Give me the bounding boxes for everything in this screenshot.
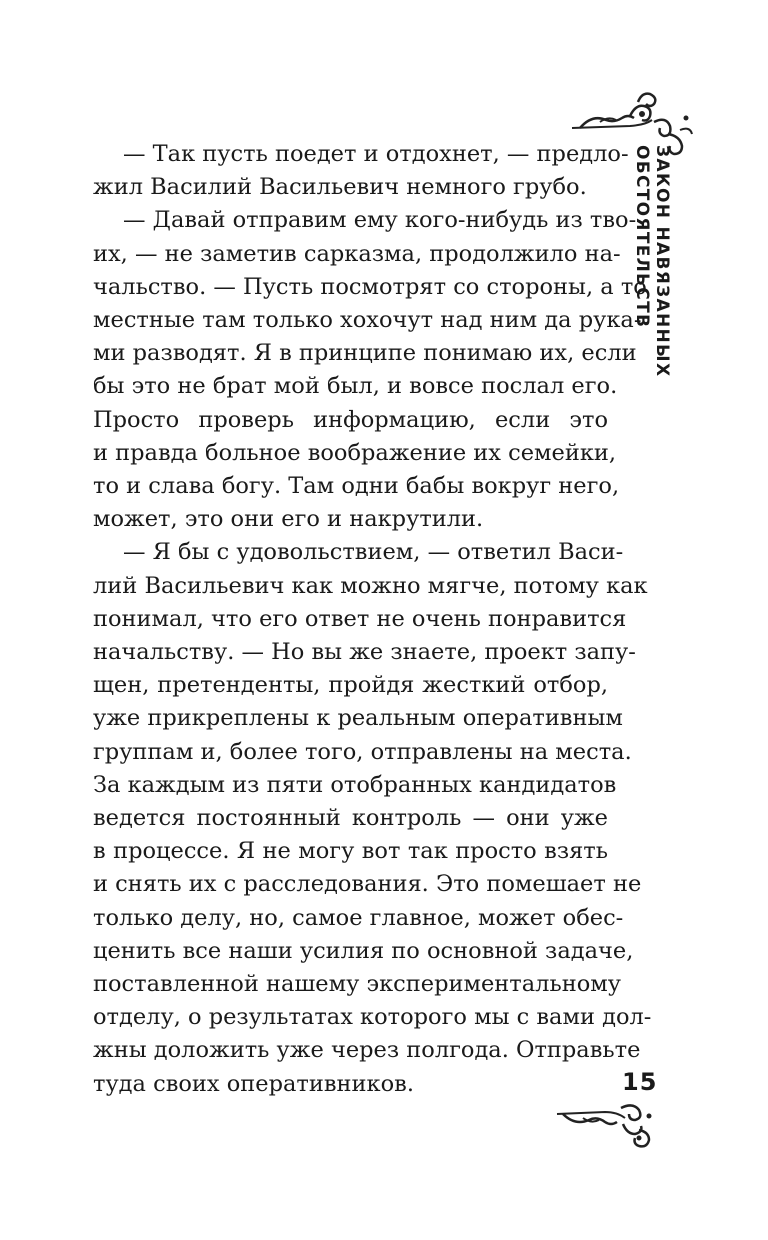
text-line: их, — не заметив сарказма, продолжило на-: [93, 240, 621, 267]
text-line: — Давай отправим ему кого-нибудь из тво-: [123, 207, 637, 234]
text-line: бы это не брат мой был, и вовсе послал его.: [93, 373, 618, 400]
running-head-text: ЗАКОН НАВЯЗАННЫХ ОБСТОЯТЕЛЬСТВ: [632, 145, 672, 378]
text-line: жны доложить уже через полгода. Отправьте: [93, 1037, 641, 1064]
running-head: [632, 145, 672, 465]
paragraph: [93, 138, 629, 204]
text-line: жил Василий Васильевич немного грубо.: [93, 174, 587, 201]
text-line: туда своих оперативников.: [93, 1070, 414, 1097]
text-line: поставленной нашему экспериментальному: [93, 971, 621, 998]
text-line: За каждым из пяти отобранных кандидатов: [93, 771, 617, 798]
page-number: 15: [622, 1068, 658, 1096]
text-line: ценить все наши усилия по основной задаче,: [93, 937, 634, 964]
bottom-ornament-icon: [555, 1100, 665, 1150]
text-line: лий Васильевич как можно мягче, потому как: [93, 572, 648, 599]
text-line: только делу, но, самое главное, может обес-: [93, 904, 624, 931]
text-line: — Так пусть поедет и отдохнет, — предло-: [123, 141, 629, 167]
text-line: может, это они его и накрутили.: [93, 506, 484, 533]
text-line: понимал, что его ответ не очень понравится: [93, 605, 627, 632]
text-line: и правда больное воображение их семейки,: [93, 439, 617, 466]
text-line: — Я бы с удовольствием, — ответил Васи-: [123, 539, 624, 566]
text-line: чальство. — Пусть посмотрят со стороны, а то: [93, 273, 647, 300]
text-line: ведется постоянный контроль — они уже: [93, 805, 608, 832]
text-line: уже прикреплены к реальным оперативным: [93, 705, 623, 732]
text-line: и снять их с расследования. Это помешает не: [93, 871, 642, 898]
text-line: отделу, о результатах которого мы с вами дол-: [93, 1004, 652, 1031]
text-line: начальству. — Но вы же знаете, проект запу-: [93, 639, 636, 666]
text-line: местные там только хохочут над ним да рука-: [93, 307, 642, 334]
paragraph: [93, 204, 647, 536]
text-line: то и слава богу. Там одни бабы вокруг него,: [93, 473, 620, 500]
text-line: щен, претенденты, пройдя жесткий отбор,: [93, 672, 608, 699]
text-line: Просто проверь информацию, если это: [93, 406, 608, 433]
text-line: ми разводят. Я в принципе понимаю их, если: [93, 340, 637, 367]
text-line: группам и, более того, отправлены на места.: [93, 738, 632, 765]
text-line: в процессе. Я не могу вот так просто взять: [93, 838, 608, 865]
